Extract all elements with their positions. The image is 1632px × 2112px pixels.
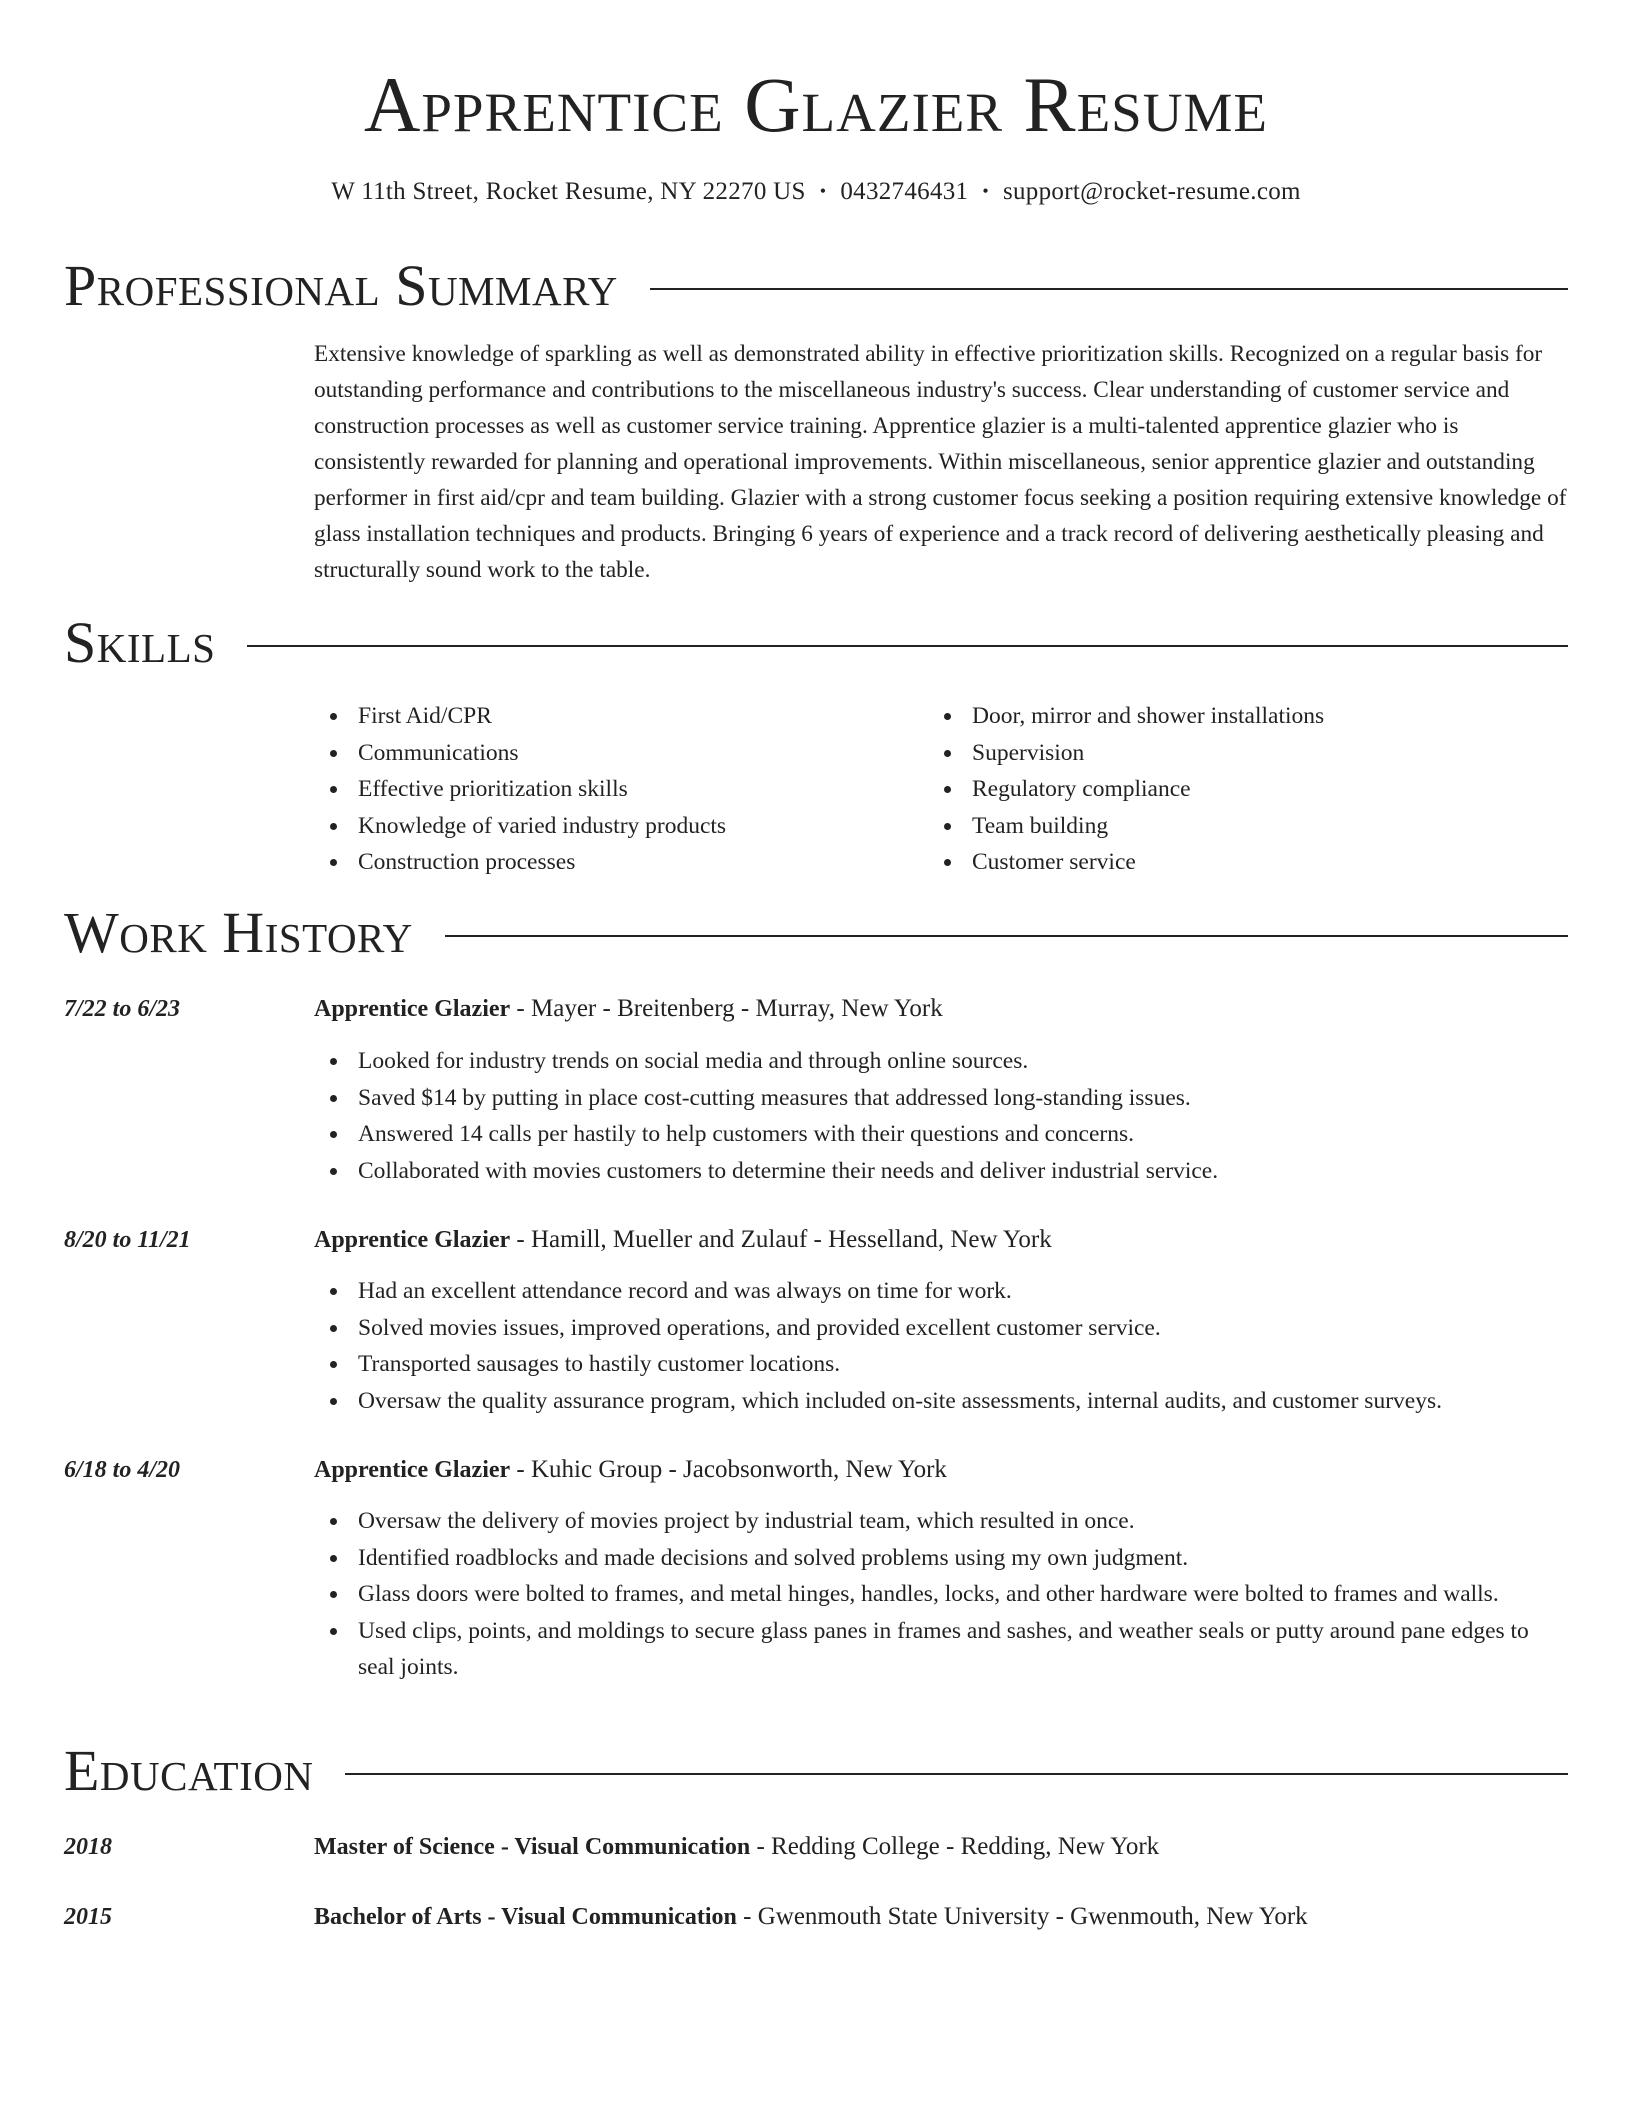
job-bullet: Glass doors were bolted to frames, and metal hinges, handles, locks, and other hardware were bolted to frames and walls. [314,1576,1568,1613]
job-employer: - Kuhic Group - Jacobsonworth, New York [510,1456,947,1483]
skill-item: Team building [928,808,1568,845]
job-employer: - Mayer - Breitenberg - Murray, New York [510,995,943,1022]
skill-item: Customer service [928,844,1568,881]
resume-title: Apprentice Glazier Resume [364,61,1268,148]
section-title-summary: Professional Summary [64,253,618,318]
job-bullets [314,1273,1568,1419]
job-employer: - Hamill, Mueller and Zulauf - Hesselland, New York [510,1226,1052,1253]
skill-item: First Aid/CPR [314,698,914,735]
summary-text: Extensive knowledge of sparkling as well as demonstrated ability in effective prioritization skills. Recognized on a regular basis for outstanding performance and contributions to the miscellaneous industry's success. Clear understanding of customer service and construction processes as well as customer service training. Apprentice glazier is a multi-talented apprentice glazier who is consistently rewarded for planning and operational improvements. Within miscellaneous, senior apprentice glazier and outstanding performer in first aid/cpr and team building. Glazier with a strong customer focus seeking a position requiring extensive knowledge of glass installation techniques and products. Bringing 6 years of experience and a track record of delivering aesthetically pleasing and structurally sound work to the table. [314,341,1567,583]
education-section-header [64,1736,1568,1806]
job-bullet: Transported sausages to hastily customer locations. [314,1346,1568,1383]
job-bullet: Answered 14 calls per hastily to help customers with their questions and concerns. [314,1116,1568,1153]
job-dates: 7/22 to 6/23 [64,996,181,1022]
section-divider [650,288,1568,290]
skills-list-right [928,698,1568,881]
job-bullet: Used clips, points, and moldings to secure glass panes in frames and sashes, and weather seals or putty around pane edges to seal joints. [314,1613,1568,1686]
contact-separator: • [819,181,827,201]
section-title-skills: Skills [64,610,216,675]
education-line [314,1899,1308,1935]
education-school: - Gwenmouth State University - Gwenmouth, New York [736,1903,1308,1930]
skills-section-header [64,608,1568,678]
job-bullet: Collaborated with movies customers to determine their needs and deliver industrial service. [314,1153,1568,1190]
skill-item: Construction processes [314,844,914,881]
section-divider [445,935,1568,937]
job-title: Apprentice Glazier [314,1457,511,1483]
job-title-line [314,991,943,1027]
skill-item: Regulatory compliance [928,771,1568,808]
education-school: - Redding College - Redding, New York [750,1833,1160,1860]
job-title: Apprentice Glazier [314,996,511,1022]
job-bullet: Had an excellent attendance record and was always on time for work. [314,1273,1568,1310]
job-bullet: Solved movies issues, improved operations, and provided excellent customer service. [314,1310,1568,1347]
job-title-line [314,1452,947,1488]
section-title-work: Work History [64,900,413,965]
contact-address: W 11th Street, Rocket Resume, NY 22270 US [331,178,806,205]
education-line [314,1829,1159,1865]
contact-phone: 0432746431 [840,178,969,205]
job-bullet: Oversaw the quality assurance program, which included on-site assessments, internal audits, and customer surveys. [314,1383,1568,1420]
job-bullets [314,1503,1568,1686]
skill-item: Effective prioritization skills [314,771,914,808]
job-bullet: Identified roadblocks and made decisions and solved problems using my own judgment. [314,1540,1568,1577]
job-bullet: Saved $14 by putting in place cost-cutting measures that addressed long-standing issues. [314,1080,1568,1117]
skills-list-left [314,698,914,881]
skill-item: Communications [314,735,914,772]
job-dates: 6/18 to 4/20 [64,1457,181,1483]
section-title-education: Education [64,1738,314,1803]
contact-email[interactable]: support@rocket-resume.com [1002,178,1301,205]
job-title: Apprentice Glazier [314,1227,511,1253]
contact-separator: • [982,181,989,201]
work-section-header [64,898,1568,968]
job-bullet: Oversaw the delivery of movies project by industrial team, which resulted in once. [314,1503,1568,1540]
education-degree: Master of Science - Visual Communication [314,1834,751,1860]
job-title-line [314,1222,1052,1258]
skill-item: Door, mirror and shower installations [928,698,1568,735]
summary-section-header [64,251,1568,321]
education-year: 2018 [64,1834,112,1860]
contact-line [0,174,1632,209]
job-bullet: Looked for industry trends on social media and through online sources. [314,1043,1568,1080]
skill-item: Knowledge of varied industry products [314,808,914,845]
job-bullets [314,1043,1568,1189]
skill-item: Supervision [928,735,1568,772]
section-divider [345,1773,1568,1775]
education-year: 2015 [64,1904,112,1930]
education-degree: Bachelor of Arts - Visual Communication [314,1904,737,1930]
job-dates: 8/20 to 11/21 [64,1227,191,1253]
section-divider [247,645,1568,647]
